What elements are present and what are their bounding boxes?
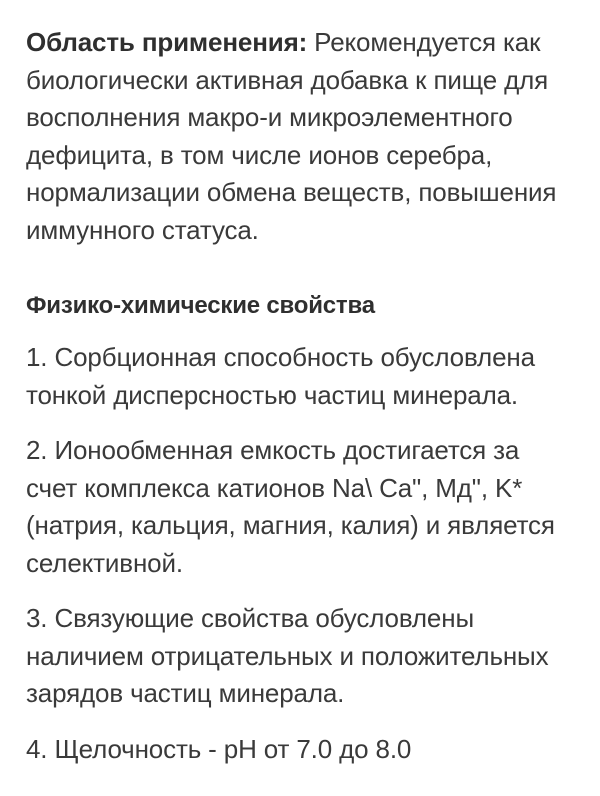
property-item-4: 4. Щелочность - pH от 7.0 до 8.0: [26, 733, 412, 764]
property-item-1: 1. Сорбционная способность обусловлена тонкой дисперсностью частиц минерала.: [26, 342, 535, 410]
property-item-3: 3. Связующие свойства обусловлены наличием отрицательных и положительных зарядов частиц минерала.: [26, 603, 549, 708]
property-item-2: 2. Ионообменная емкость достигается за счет комплекса катионов Na\ Ca", Мд", K* (натрия, кальция, магния, калия) и является селективной.: [26, 435, 555, 578]
section-heading: Физико-химические свойства: [26, 292, 375, 319]
application-paragraph: [26, 24, 574, 249]
application-text: Рекомендуется как биологически активная добавка к пище для восполнения макро-и микроэлементного дефицита, в том числе ионов серебра, нормализации обмена веществ, повышения иммунного статуса.: [26, 27, 557, 245]
application-label: Область применения:: [26, 27, 308, 57]
